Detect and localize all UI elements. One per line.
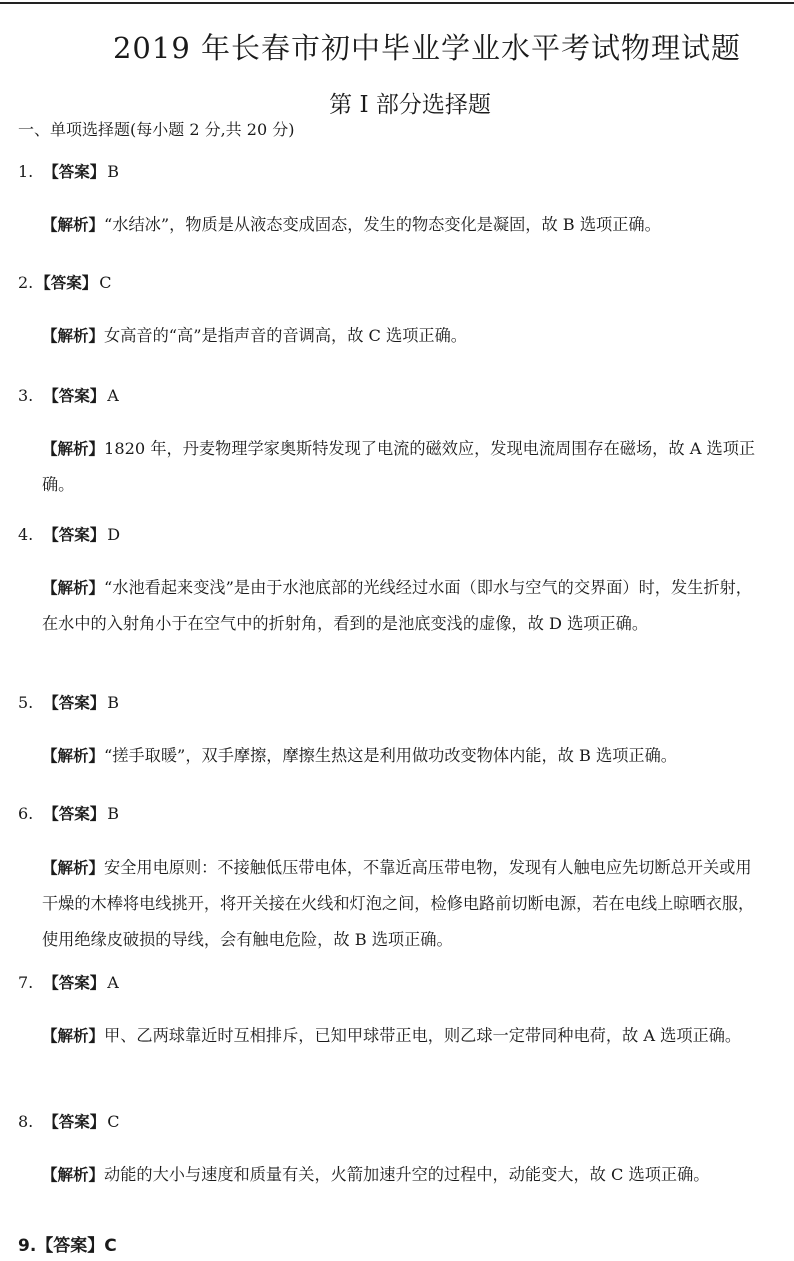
answer-tag: 【答案】	[43, 974, 106, 992]
answer-value: C	[107, 1112, 120, 1131]
question-number: 2.	[18, 273, 34, 292]
answer-tag: 【答案】	[35, 274, 98, 292]
explanation-text: 甲、乙两球靠近时互相排斥，已知甲球带正电，则乙球一定带同种电荷，故 A 选项正确。	[104, 1026, 742, 1045]
answer-tag: 【答案】	[43, 694, 106, 712]
explanation-1	[22, 207, 767, 243]
answer-line-9	[18, 1231, 117, 1256]
answer-tag: 【答案】	[43, 805, 106, 823]
explanation-text: 1820 年，丹麦物理学家奥斯特发现了电流的磁效应，发现电流周围存在磁场，故 A 选项正确。	[42, 439, 756, 494]
answer-line-5	[18, 691, 119, 713]
question-number: 3.	[18, 386, 34, 405]
explanation-text: 动能的大小与速度和质量有关，火箭加速升空的过程中，动能变大，故 C 选项正确。	[104, 1165, 710, 1184]
analysis-tag: 【解析】	[42, 440, 105, 458]
question-number: 8.	[18, 1112, 34, 1131]
explanation-7	[22, 1018, 767, 1054]
page-title: 2019 年长春市初中毕业学业水平考试物理试题	[112, 31, 742, 65]
answer-value: B	[107, 693, 120, 712]
question-number: 5.	[18, 693, 34, 712]
analysis-tag: 【解析】	[42, 1027, 105, 1045]
question-number: 7.	[18, 973, 34, 992]
answer-tag: 【答案】	[43, 163, 106, 181]
analysis-tag: 【解析】	[42, 859, 105, 877]
answer-line-2	[18, 271, 112, 293]
top-rule	[0, 2, 794, 4]
explanation-2	[22, 318, 767, 354]
explanation-8	[22, 1157, 767, 1193]
explanation-4	[22, 570, 767, 642]
answer-tag: 【答案】	[43, 1113, 106, 1131]
answer-tag: 【答案】	[43, 387, 106, 405]
answer-line-6	[18, 802, 119, 824]
question-number: 6.	[18, 804, 34, 823]
answer-value: B	[107, 804, 120, 823]
answer-line-7	[18, 971, 119, 993]
answer-value: C	[104, 1236, 117, 1256]
answer-value: C	[99, 273, 112, 292]
answer-line-8	[18, 1110, 120, 1132]
analysis-tag: 【解析】	[42, 216, 105, 234]
explanation-6	[22, 850, 767, 958]
question-number: 1.	[18, 162, 34, 181]
explanation-text: “水池看起来变浅”是由于水池底部的光线经过水面（即水与空气的交界面）时，发生折射，在水中的入射角小于在空气中的折射角，看到的是池底变浅的虚像，故 D 选项正确。	[42, 578, 752, 633]
explanation-text: 安全用电原则：不接触低压带电体，不靠近高压带电物，发现有人触电应先切断总开关或用干燥的木棒将电线挑开，将开关接在火线和灯泡之间，检修电路前切断电源，若在电线上晾晒衣服，使用绝缘皮破损的导线，会有触电危险，故 B 选项正确。	[42, 858, 755, 949]
answer-tag: 【答案】	[36, 1236, 105, 1256]
answer-value: A	[107, 386, 119, 405]
explanation-text: “水结冰”，物质是从液态变成固态，发生的物态变化是凝固，故 B 选项正确。	[104, 215, 661, 234]
answer-line-4	[18, 523, 120, 545]
answer-tag: 【答案】	[43, 526, 106, 544]
explanation-text: 女高音的“高”是指声音的音调高，故 C 选项正确。	[104, 326, 467, 345]
analysis-tag: 【解析】	[42, 1166, 105, 1184]
answer-value: D	[107, 525, 121, 544]
part-heading: 第 I 部分选择题	[329, 92, 491, 118]
analysis-tag: 【解析】	[42, 579, 105, 597]
answer-value: A	[107, 973, 119, 992]
answer-line-1	[18, 160, 119, 182]
question-number: 4.	[18, 525, 34, 544]
analysis-tag: 【解析】	[42, 747, 105, 765]
explanation-3	[22, 431, 767, 503]
explanation-5	[22, 738, 767, 774]
question-number: 9.	[18, 1236, 37, 1256]
section-heading: 一、单项选择题(每小题 2 分,共 20 分)	[18, 120, 295, 139]
explanation-text: “搓手取暖”，双手摩擦，摩擦生热这是利用做功改变物体内能，故 B 选项正确。	[104, 746, 677, 765]
analysis-tag: 【解析】	[42, 327, 105, 345]
answer-line-3	[18, 384, 119, 406]
answer-value: B	[107, 162, 120, 181]
